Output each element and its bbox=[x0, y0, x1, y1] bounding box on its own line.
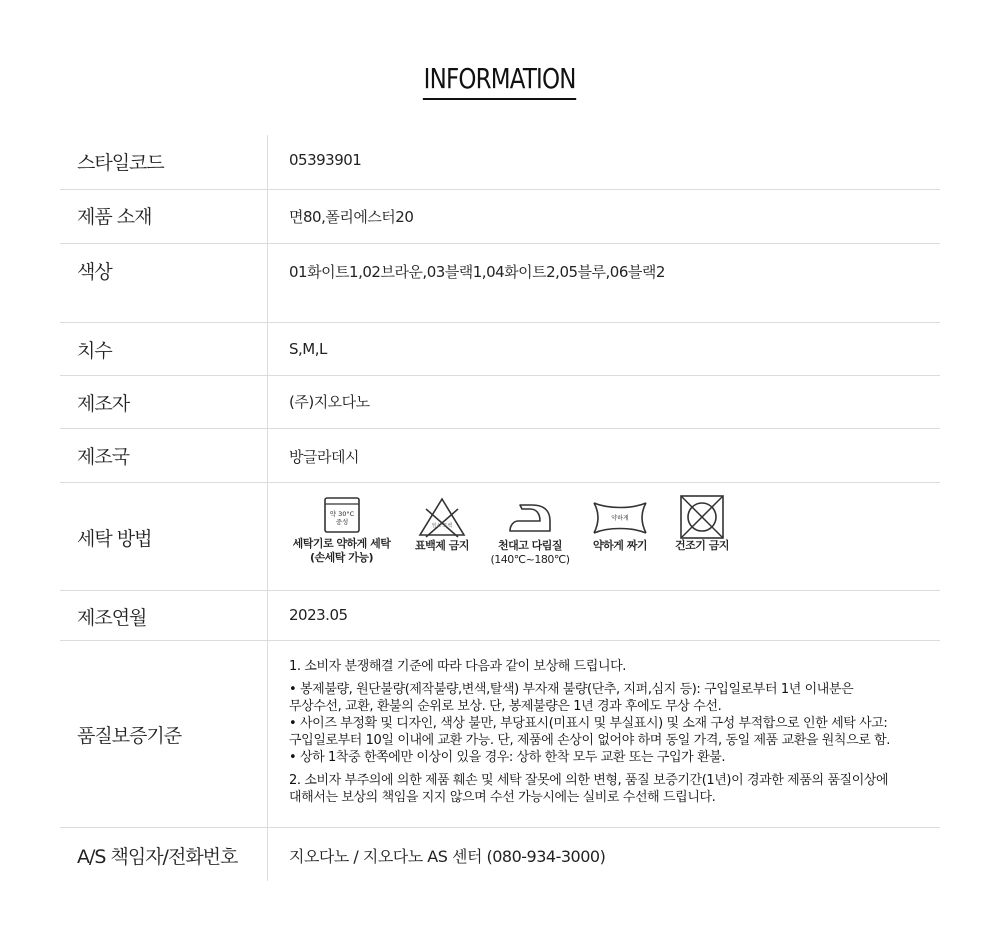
row-label: 제품 소재 bbox=[60, 190, 268, 243]
quality-line: 구입일로부터 10일 이내에 교환 가능. 단, 제품에 손상이 없어야 하며 동일 가격, 동일 제품 교환을 원칙으로 함. bbox=[289, 733, 891, 748]
row-laundry bbox=[60, 483, 940, 591]
material-value: 면80,폴리에스터20 bbox=[289, 208, 414, 226]
row-label: 스타일코드 bbox=[60, 135, 268, 189]
row-label: 제조자 bbox=[60, 376, 268, 428]
style-code-value: 05393901 bbox=[289, 151, 362, 169]
wring-gently-icon bbox=[590, 495, 650, 539]
row-size bbox=[60, 323, 940, 376]
quality-line: • 상하 1착중 한쪽에만 이상이 있을 경우: 상하 한착 모두 교환 또는 구입가 환불. bbox=[289, 750, 726, 765]
care-icon-text: 염소 표백 bbox=[431, 523, 453, 529]
date-value: 2023.05 bbox=[289, 606, 348, 624]
care-icon-text: 약 30°C bbox=[329, 510, 354, 518]
care-icon-text: 약하게 bbox=[611, 515, 629, 522]
color-value: 01화이트1,02브라운,03블랙1,04화이트2,05블루,06블랙2 bbox=[289, 263, 665, 281]
care-caption: (손세탁 가능) bbox=[309, 551, 373, 564]
row-as bbox=[60, 828, 940, 881]
iron-icon bbox=[504, 495, 556, 539]
row-quality bbox=[60, 641, 940, 828]
row-label: 품질보증기준 bbox=[60, 641, 268, 827]
no-bleach-icon bbox=[416, 495, 468, 539]
row-color bbox=[60, 244, 940, 323]
hand-wash-30-icon bbox=[322, 495, 362, 535]
row-style-code bbox=[60, 135, 940, 190]
row-label: 제조국 bbox=[60, 429, 268, 482]
no-tumble-dry-icon bbox=[678, 495, 726, 539]
care-caption: 건조기 금지 bbox=[675, 539, 729, 552]
care-caption: 표백제 금지 bbox=[415, 539, 469, 552]
row-material bbox=[60, 190, 940, 244]
quality-line: 대해서는 보상의 책임을 지지 않으며 수선 가능시에는 실비로 수선해 드립니다. bbox=[289, 790, 716, 805]
row-country bbox=[60, 429, 940, 483]
row-label: A/S 책임자/전화번호 bbox=[60, 828, 268, 881]
row-manufacturer bbox=[60, 376, 940, 429]
quality-line: • 봉제불량, 원단불량(제작불량,변색,탈색) 부자재 불량(단추, 지퍼,심지 등): 구입일로부터 1년 이내분은 bbox=[289, 682, 854, 697]
row-label: 색상 bbox=[60, 244, 268, 322]
care-item bbox=[585, 495, 655, 553]
care-item bbox=[485, 495, 575, 567]
quality-line: 무상수선, 교환, 환불의 순위로 보상. 단, 봉제불량은 1년 경과 후에도 무상 수선. bbox=[289, 699, 722, 714]
quality-line: • 사이즈 부정확 및 디자인, 색상 불만, 부당표시(미표시 및 부실표시) 및 소재 구성 부적합으로 인한 세탁 사고: bbox=[289, 716, 888, 731]
care-caption: 천대고 다림질 bbox=[497, 539, 563, 552]
quality-line: 2. 소비자 부주의에 의한 제품 훼손 및 세탁 잘못에 의한 변형, 품질 보증기간(1년)이 경과한 제품의 품질이상에 bbox=[289, 773, 889, 788]
care-item bbox=[289, 495, 394, 565]
country-value: 방글라데시 bbox=[289, 448, 359, 466]
as-contact-value: 지오다노 / 지오다노 AS 센터 (080-934-3000) bbox=[289, 847, 606, 866]
care-icon-text: 중성 bbox=[335, 518, 348, 526]
size-value: S,M,L bbox=[289, 340, 327, 358]
info-table bbox=[60, 135, 940, 881]
page-title: INFORMATION bbox=[0, 62, 1000, 100]
care-caption: 세탁기로 약하게 세탁 bbox=[292, 537, 391, 550]
manufacturer-value: (주)지오다노 bbox=[289, 393, 370, 411]
care-item bbox=[407, 495, 477, 553]
care-caption: 약하게 짜기 bbox=[593, 539, 647, 552]
row-label: 치수 bbox=[60, 323, 268, 375]
quality-text bbox=[289, 658, 939, 806]
row-label: 세탁 방법 bbox=[60, 483, 268, 590]
quality-line: 1. 소비자 분쟁해결 기준에 따라 다음과 같이 보상해 드립니다. bbox=[289, 659, 626, 674]
row-date bbox=[60, 591, 940, 641]
care-item bbox=[667, 495, 737, 553]
care-icons bbox=[289, 495, 749, 585]
row-label: 제조연월 bbox=[60, 591, 268, 640]
care-caption: (140℃~180℃) bbox=[490, 553, 570, 566]
